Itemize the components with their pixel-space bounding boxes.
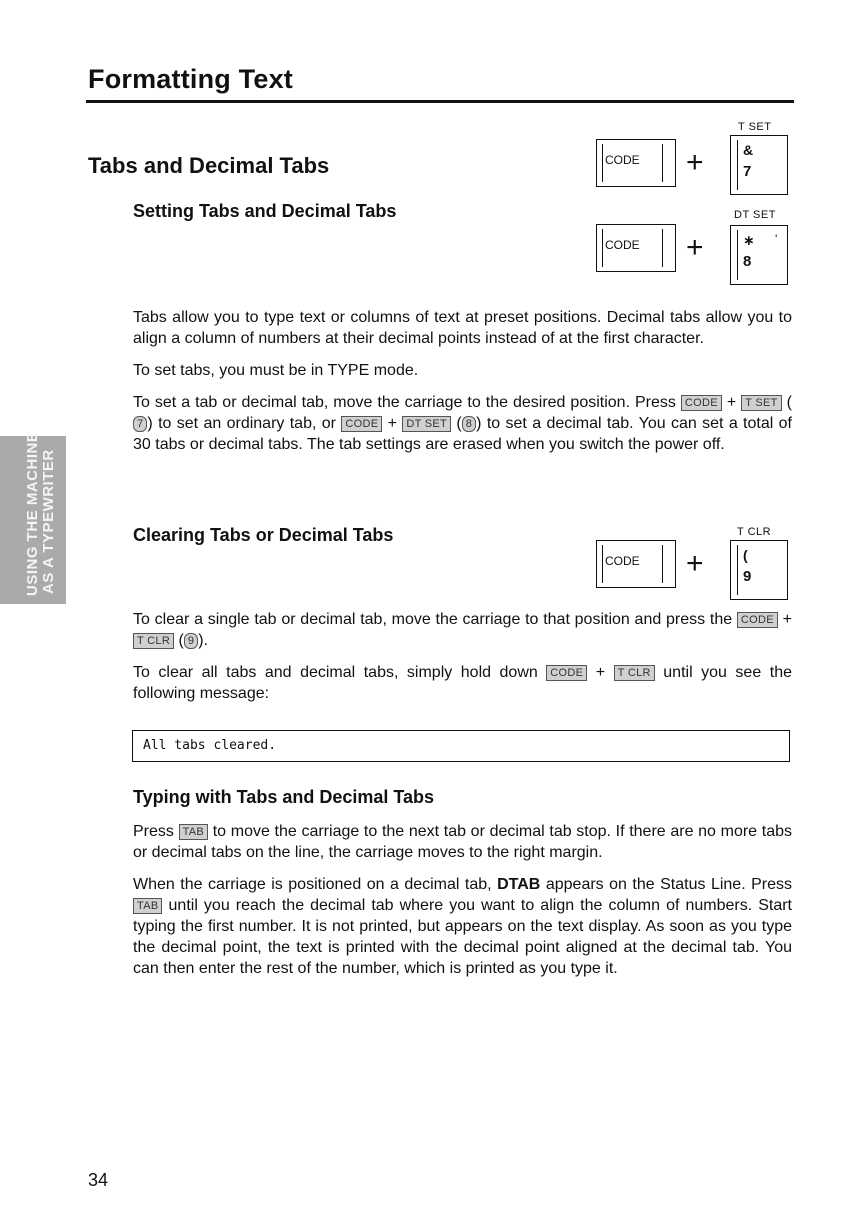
tab-key-chip: TAB bbox=[133, 898, 162, 914]
dtset-key-chip: DT SET bbox=[402, 416, 451, 432]
tclr-key-image bbox=[730, 540, 788, 600]
dtab-indicator: DTAB bbox=[497, 876, 541, 893]
plus-sign: + bbox=[686, 146, 704, 179]
code-key-chip: CODE bbox=[681, 395, 722, 411]
key-symbol: & bbox=[743, 142, 754, 158]
tclr-key-label: T CLR bbox=[737, 526, 772, 538]
section-heading: Tabs and Decimal Tabs bbox=[88, 153, 330, 178]
clearing-body bbox=[133, 609, 792, 704]
tclr-key-chip: T CLR bbox=[133, 633, 174, 649]
clearing-para-1: To clear a single tab or decimal tab, move the carriage to that position and press the CODE + T CLR ( 9 ). bbox=[133, 611, 792, 649]
seven-key-chip: 7 bbox=[133, 416, 147, 432]
plus-sign: + bbox=[686, 231, 704, 264]
side-tab-line2: AS A TYPEWRITER bbox=[40, 449, 57, 594]
nine-key-chip: 9 bbox=[184, 633, 198, 649]
page-title: Formatting Text bbox=[88, 64, 293, 94]
dtset-key-label: DT SET bbox=[734, 209, 776, 221]
clearing-heading: Clearing Tabs or Decimal Tabs bbox=[133, 525, 394, 545]
code-key-chip: CODE bbox=[341, 416, 382, 432]
tset-key-chip: T SET bbox=[741, 395, 781, 411]
code-key-image bbox=[596, 224, 676, 272]
code-key-label: CODE bbox=[605, 554, 640, 568]
key-symbol: ( bbox=[743, 547, 748, 563]
code-key-label: CODE bbox=[605, 238, 640, 252]
display-message-box bbox=[132, 730, 790, 762]
dtset-key-image bbox=[730, 225, 788, 285]
setting-para-2: To set tabs, you must be in TYPE mode. bbox=[133, 362, 419, 379]
key-digit: 9 bbox=[743, 568, 752, 585]
tclr-key-chip: T CLR bbox=[614, 665, 655, 681]
setting-para-1: Tabs allow you to type text or columns of text at preset positions. Decimal tabs allow you to align a column of numbers at their decimal points instead of at the first character. bbox=[133, 309, 792, 347]
code-key-image bbox=[596, 540, 676, 588]
code-key-chip: CODE bbox=[737, 612, 778, 628]
key-digit: 7 bbox=[743, 163, 752, 180]
display-message: All tabs cleared. bbox=[143, 738, 277, 753]
typing-para-1: Press TAB to move the carriage to the next tab or decimal tab stop. If there are no more tabs or decimal tabs on the line, the carriage moves to the right margin. bbox=[133, 823, 792, 861]
key-digit: 8 bbox=[743, 253, 752, 270]
code-key-chip: CODE bbox=[546, 665, 587, 681]
typing-heading: Typing with Tabs and Decimal Tabs bbox=[133, 787, 435, 807]
setting-heading: Setting Tabs and Decimal Tabs bbox=[133, 201, 397, 221]
key-symbol: ∗ bbox=[743, 232, 755, 248]
title-rule bbox=[86, 100, 794, 103]
typing-para-2: When the carriage is positioned on a decimal tab, DTAB appears on the Status Line. Press TAB until you reach the decimal tab where you want to align the column of numbers. Start typing the first number. It is not printed, but appears on the text display. As soon as you type the decimal point, the text is printed with the decimal point aligned at the decimal tab. You can then enter the rest of the number, which is printed as you type it. bbox=[133, 876, 793, 977]
side-tab-line1: USING THE MACHINE bbox=[24, 431, 41, 596]
code-key-image bbox=[596, 139, 676, 187]
clearing-para-2: To clear all tabs and decimal tabs, simply hold down CODE + T CLR until you see the following message: bbox=[133, 664, 792, 702]
setting-body bbox=[133, 307, 792, 455]
key-apostrophe: ' bbox=[775, 232, 778, 246]
tset-key-label: T SET bbox=[738, 121, 772, 133]
side-tab bbox=[0, 431, 66, 604]
setting-para-3: To set a tab or decimal tab, move the carriage to the desired position. Press CODE + T SET (7 ) to set an ordinary tab, or CODE + DT SET ( 8 ) to set a decimal tab. You can set a total of 30 tabs or decimal tabs. The tab settings are erased when you switch the power off. bbox=[133, 394, 792, 453]
page-number: 34 bbox=[88, 1170, 109, 1190]
tab-key-chip: TAB bbox=[179, 824, 208, 840]
plus-sign: + bbox=[686, 547, 704, 580]
eight-key-chip: 8 bbox=[462, 416, 476, 432]
code-key-label: CODE bbox=[605, 153, 640, 167]
typing-body bbox=[133, 821, 792, 979]
tset-key-image bbox=[730, 135, 788, 195]
